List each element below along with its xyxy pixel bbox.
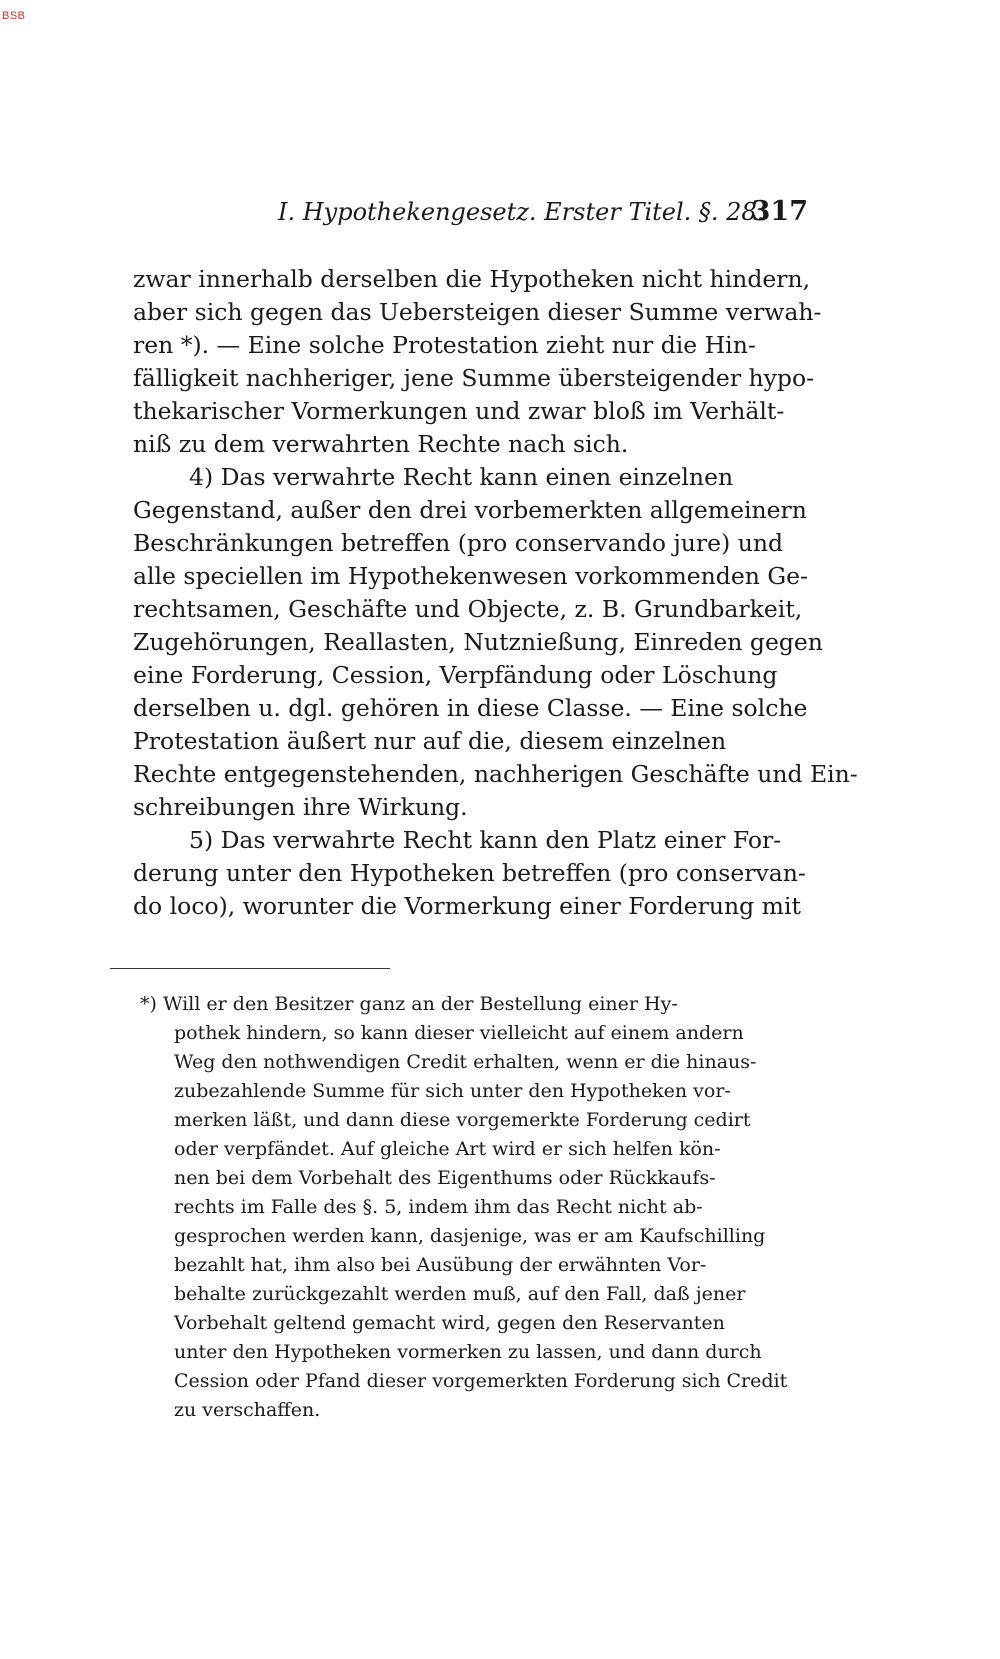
text-line: Gegenstand, außer den drei vorbemerkten allgemeinern (133, 496, 807, 524)
text-line: Zugehörungen, Reallasten, Nutznießung, Einreden gegen (133, 628, 823, 656)
text-line: zwar innerhalb derselben die Hypotheken nicht hindern, (133, 265, 811, 293)
footnote-line: rechts im Falle des §. 5, indem ihm das Recht nicht ab- (174, 1196, 703, 1218)
footnote-line: nen bei dem Vorbehalt des Eigenthums oder Rückkaufs- (174, 1167, 716, 1189)
text-line: niß zu dem verwahrten Rechte nach sich. (133, 430, 629, 458)
footnote-line: Weg den nothwendigen Credit erhalten, wenn er die hinaus- (174, 1051, 757, 1073)
text-line: eine Forderung, Cession, Verpfändung oder Löschung (133, 661, 778, 689)
footnote (140, 990, 788, 1425)
footnote-line: Will er den Besitzer ganz an der Bestellung einer Hy- (162, 993, 678, 1015)
text-line: schreibungen ihre Wirkung. (133, 793, 468, 821)
text-line: do loco), worunter die Vormerkung einer Forderung mit (133, 892, 801, 920)
text-line: derung unter den Hypotheken betreffen (pro conservan- (133, 859, 806, 887)
footnote-divider (110, 968, 390, 969)
footnote-line: merken läßt, und dann diese vorgemerkte Forderung cedirt (174, 1109, 751, 1131)
footnote-line: oder verpfändet. Auf gleiche Art wird er sich helfen kön- (174, 1138, 721, 1160)
footnote-first-line (140, 990, 760, 1019)
text-line: fälligkeit nachheriger, jene Summe übersteigender hypo- (133, 364, 815, 392)
paragraph-5-start: 5) Das verwahrte Recht kann den Platz einer For- (189, 826, 782, 854)
paragraph-4-start: 4) Das verwahrte Recht kann einen einzelnen (189, 463, 734, 491)
footnote-line: gesprochen werden kann, dasjenige, was er am Kaufschilling (174, 1225, 766, 1247)
footnote-line: bezahlt hat, ihm also bei Ausübung der erwähnten Vor- (174, 1254, 707, 1276)
text-line: Protestation äußert nur auf die, diesem einzelnen (133, 727, 727, 755)
text-line: derselben u. dgl. gehören in diese Classe. — Eine solche (133, 694, 808, 722)
main-text (133, 263, 858, 923)
footnote-line: unter den Hypotheken vormerken zu lassen, und dann durch (174, 1341, 762, 1363)
footnote-line: pothek hindern, so kann dieser vielleicht auf einem andern (174, 1022, 744, 1044)
running-title: I. Hypothekengesetz. Erster Titel. §. 28. (278, 198, 765, 226)
footnote-line: Cession oder Pfand dieser vorgemerkten Forderung sich Credit (174, 1370, 788, 1392)
text-line: ren *). — Eine solche Protestation zieht nur die Hin- (133, 331, 756, 359)
text-line: alle speciellen im Hypothekenwesen vorkommenden Ge- (133, 562, 808, 590)
footnote-line: Vorbehalt geltend gemacht wird, gegen den Reservanten (174, 1312, 725, 1334)
running-header (278, 198, 808, 226)
text-line: aber sich gegen das Uebersteigen dieser Summe verwah- (133, 298, 822, 326)
footnote-line: zubezahlende Summe für sich unter den Hypotheken vor- (174, 1080, 731, 1102)
page-number: 317 (751, 196, 808, 227)
footnote-line: behalte zurückgezahlt werden muß, auf den Fall, daß jener (174, 1283, 746, 1305)
text-line: Rechte entgegenstehenden, nachherigen Geschäfte und Ein- (133, 760, 858, 788)
text-line: thekarischer Vormerkungen und zwar bloß im Verhält- (133, 397, 785, 425)
text-line: rechtsamen, Geschäfte und Objecte, z. B. Grundbarkeit, (133, 595, 803, 623)
footnote-line: zu verschaffen. (174, 1399, 321, 1421)
text-line: Beschränkungen betreffen (pro conservando jure) und (133, 529, 784, 557)
library-watermark: BSB (2, 10, 26, 22)
footnote-marker: *) (140, 993, 157, 1015)
